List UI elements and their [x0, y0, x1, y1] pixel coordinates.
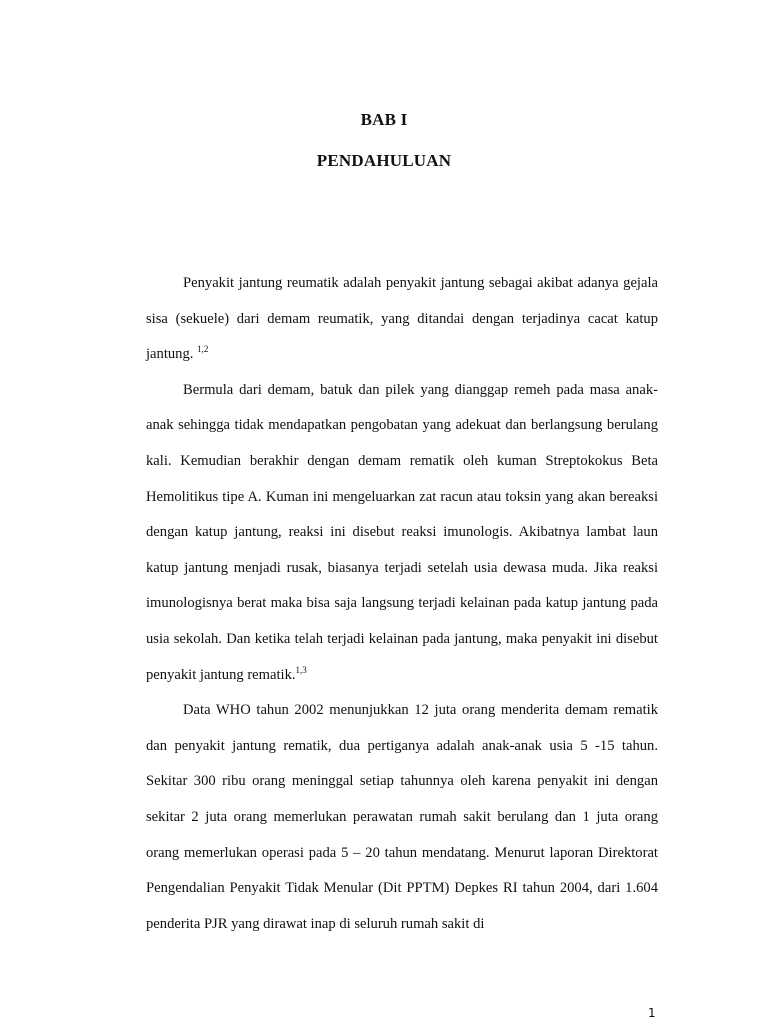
paragraph-text: Data WHO tahun 2002 menunjukkan 12 juta orang menderita demam rematik dan penyakit jantung rematik, dua pertiganya adalah anak-anak usia 5 -15 tahun. Sekitar 300 ribu orang meninggal setiap tahunnya oleh karena penyakit ini dengan sekitar 2 juta orang memerlukan perawatan rumah sakit berulang dan 1 juta orang orang memerlukan operasi pada 5 – 20 tahun mendatang. Menurut laporan Direktorat Pengendalian Penyakit Tidak Menular (Dit PPTM) Depkes RI tahun 2004, dari 1.604 penderita PJR yang dirawat inap di seluruh rumah sakit di: [146, 702, 658, 932]
body-text: [146, 266, 658, 942]
paragraph-2: [146, 373, 658, 693]
page-number: 1: [648, 1006, 656, 1020]
paragraph-1: [146, 266, 658, 373]
chapter-title: PENDAHULUAN: [316, 151, 452, 170]
citation-ref: 1,2: [197, 344, 209, 355]
chapter-label: BAB I: [360, 110, 408, 129]
paragraph-3: [146, 693, 658, 942]
citation-ref: 1,3: [295, 664, 307, 675]
paragraph-text: Bermula dari demam, batuk dan pilek yang dianggap remeh pada masa anak- anak sehingga tidak mendapatkan pengobatan yang adekuat dan berlangsung berulang kali. Kemudian berakhir dengan demam rematik oleh kuman Streptokokus Beta Hemolitikus tipe A. Kuman ini mengeluarkan zat racun atau toksin yang akan bereaksi dengan katup jantung, reaksi ini disebut reaksi imunologis. Akibatnya lambat laun katup jantung menjadi rusak, biasanya terjadi setelah usia dewasa muda. Jika reaksi imunologisnya berat maka bisa saja langsung terjadi kelainan pada katup jantung pada usia sekolah. Dan ketika telah terjadi kelainan pada jantung, maka penyakit ini disebut penyakit jantung rematik.: [146, 381, 658, 683]
paragraph-text: Penyakit jantung reumatik adalah penyakit jantung sebagai akibat adanya gejala sisa (sekuele) dari demam reumatik, yang ditandai dengan terjadinya cacat katup jantung.: [146, 275, 658, 363]
